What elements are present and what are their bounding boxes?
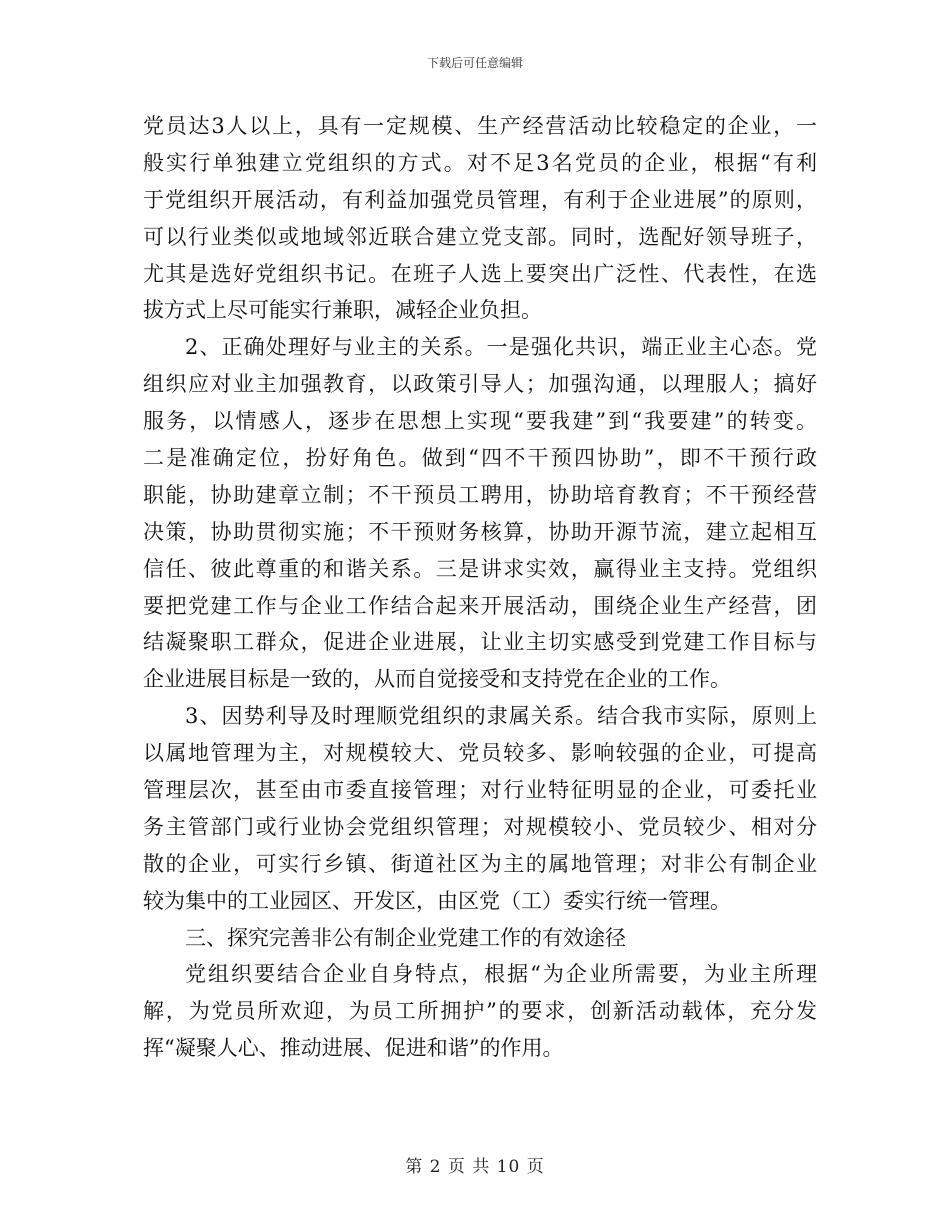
body-line: 解，为党员所欢迎，为员工所拥护”的要求，创新活动载体，充分发 <box>143 999 817 1024</box>
body-line: 较为集中的工业园区、开发区，由区党（工）委实行统一管理。 <box>143 888 731 913</box>
paragraph-start-line: 2、正确处理好与业主的关系。一是强化共识，端正业主心态。党 <box>185 335 817 360</box>
body-line: 务主管部门或行业协会党组织管理；对规模较小、党员较少、相对分 <box>143 814 817 839</box>
paragraph-start-line: 3、因势利导及时理顺党组织的隶属关系。结合我市实际，原则上 <box>185 704 817 729</box>
body-line: 服务，以情感人，逐步在思想上实现“要我建”到“我要建”的转变。 <box>143 409 817 434</box>
page-footer: 第 2 页 共 10 页 <box>405 1157 545 1177</box>
body-line: 管理层次，甚至由市委直接管理；对行业特征明显的企业，可委托业 <box>143 778 817 803</box>
body-line: 以属地管理为主，对规模较大、党员较多、影响较强的企业，可提高 <box>143 741 817 766</box>
body-line: 散的企业，可实行乡镇、街道社区为主的属地管理；对非公有制企业 <box>143 851 817 876</box>
section-heading: 三、探究完善非公有制企业党建工作的有效途径 <box>185 925 626 950</box>
body-line: 般实行单独建立党组织的方式。对不足3名党员的企业，根据“有利 <box>143 150 817 175</box>
document-body <box>143 108 817 1067</box>
body-line: 要把党建工作与企业工作结合起来开展活动，围绕企业生产经营，团 <box>143 593 817 618</box>
body-line: 企业进展目标是一致的，从而自觉接受和支持党在企业的工作。 <box>143 667 731 692</box>
body-line: 二是准确定位，扮好角色。做到“四不干预四协助”，即不干预行政 <box>143 446 817 471</box>
body-line: 可以行业类似或地域邻近联合建立党支部。同时，选配好领导班子， <box>143 224 817 249</box>
body-line: 尤其是选好党组织书记。在班子人选上要突出广泛性、代表性，在选 <box>143 261 817 286</box>
body-line: 决策，协助贯彻实施；不干预财务核算，协助开源节流，建立起相互 <box>143 519 817 544</box>
body-line: 拔方式上尽可能实行兼职，减轻企业负担。 <box>143 298 542 323</box>
body-line: 于党组织开展活动，有利益加强党员管理，有利于企业进展”的原则， <box>143 187 817 212</box>
body-line: 结凝聚职工群众，促进企业进展，让业主切实感受到党建工作目标与 <box>143 630 817 655</box>
body-line: 信任、彼此尊重的和谐关系。三是讲求实效，赢得业主支持。党组织 <box>143 556 817 581</box>
body-line: 党员达3人以上，具有一定规模、生产经营活动比较稳定的企业，一 <box>143 114 817 138</box>
paragraph-start-line: 党组织要结合企业自身特点，根据“为企业所需要，为业主所理 <box>185 962 817 987</box>
body-line: 职能，协助建章立制；不干预员工聘用，协助培育教育；不干预经营 <box>143 482 817 507</box>
body-line: 组织应对业主加强教育，以政策引导人；加强沟通，以理服人；搞好 <box>143 372 817 397</box>
body-line: 挥“凝聚人心、推动进展、促进和谐”的作用。 <box>143 1036 564 1061</box>
page-header: 下载后可任意编辑 <box>426 56 523 70</box>
